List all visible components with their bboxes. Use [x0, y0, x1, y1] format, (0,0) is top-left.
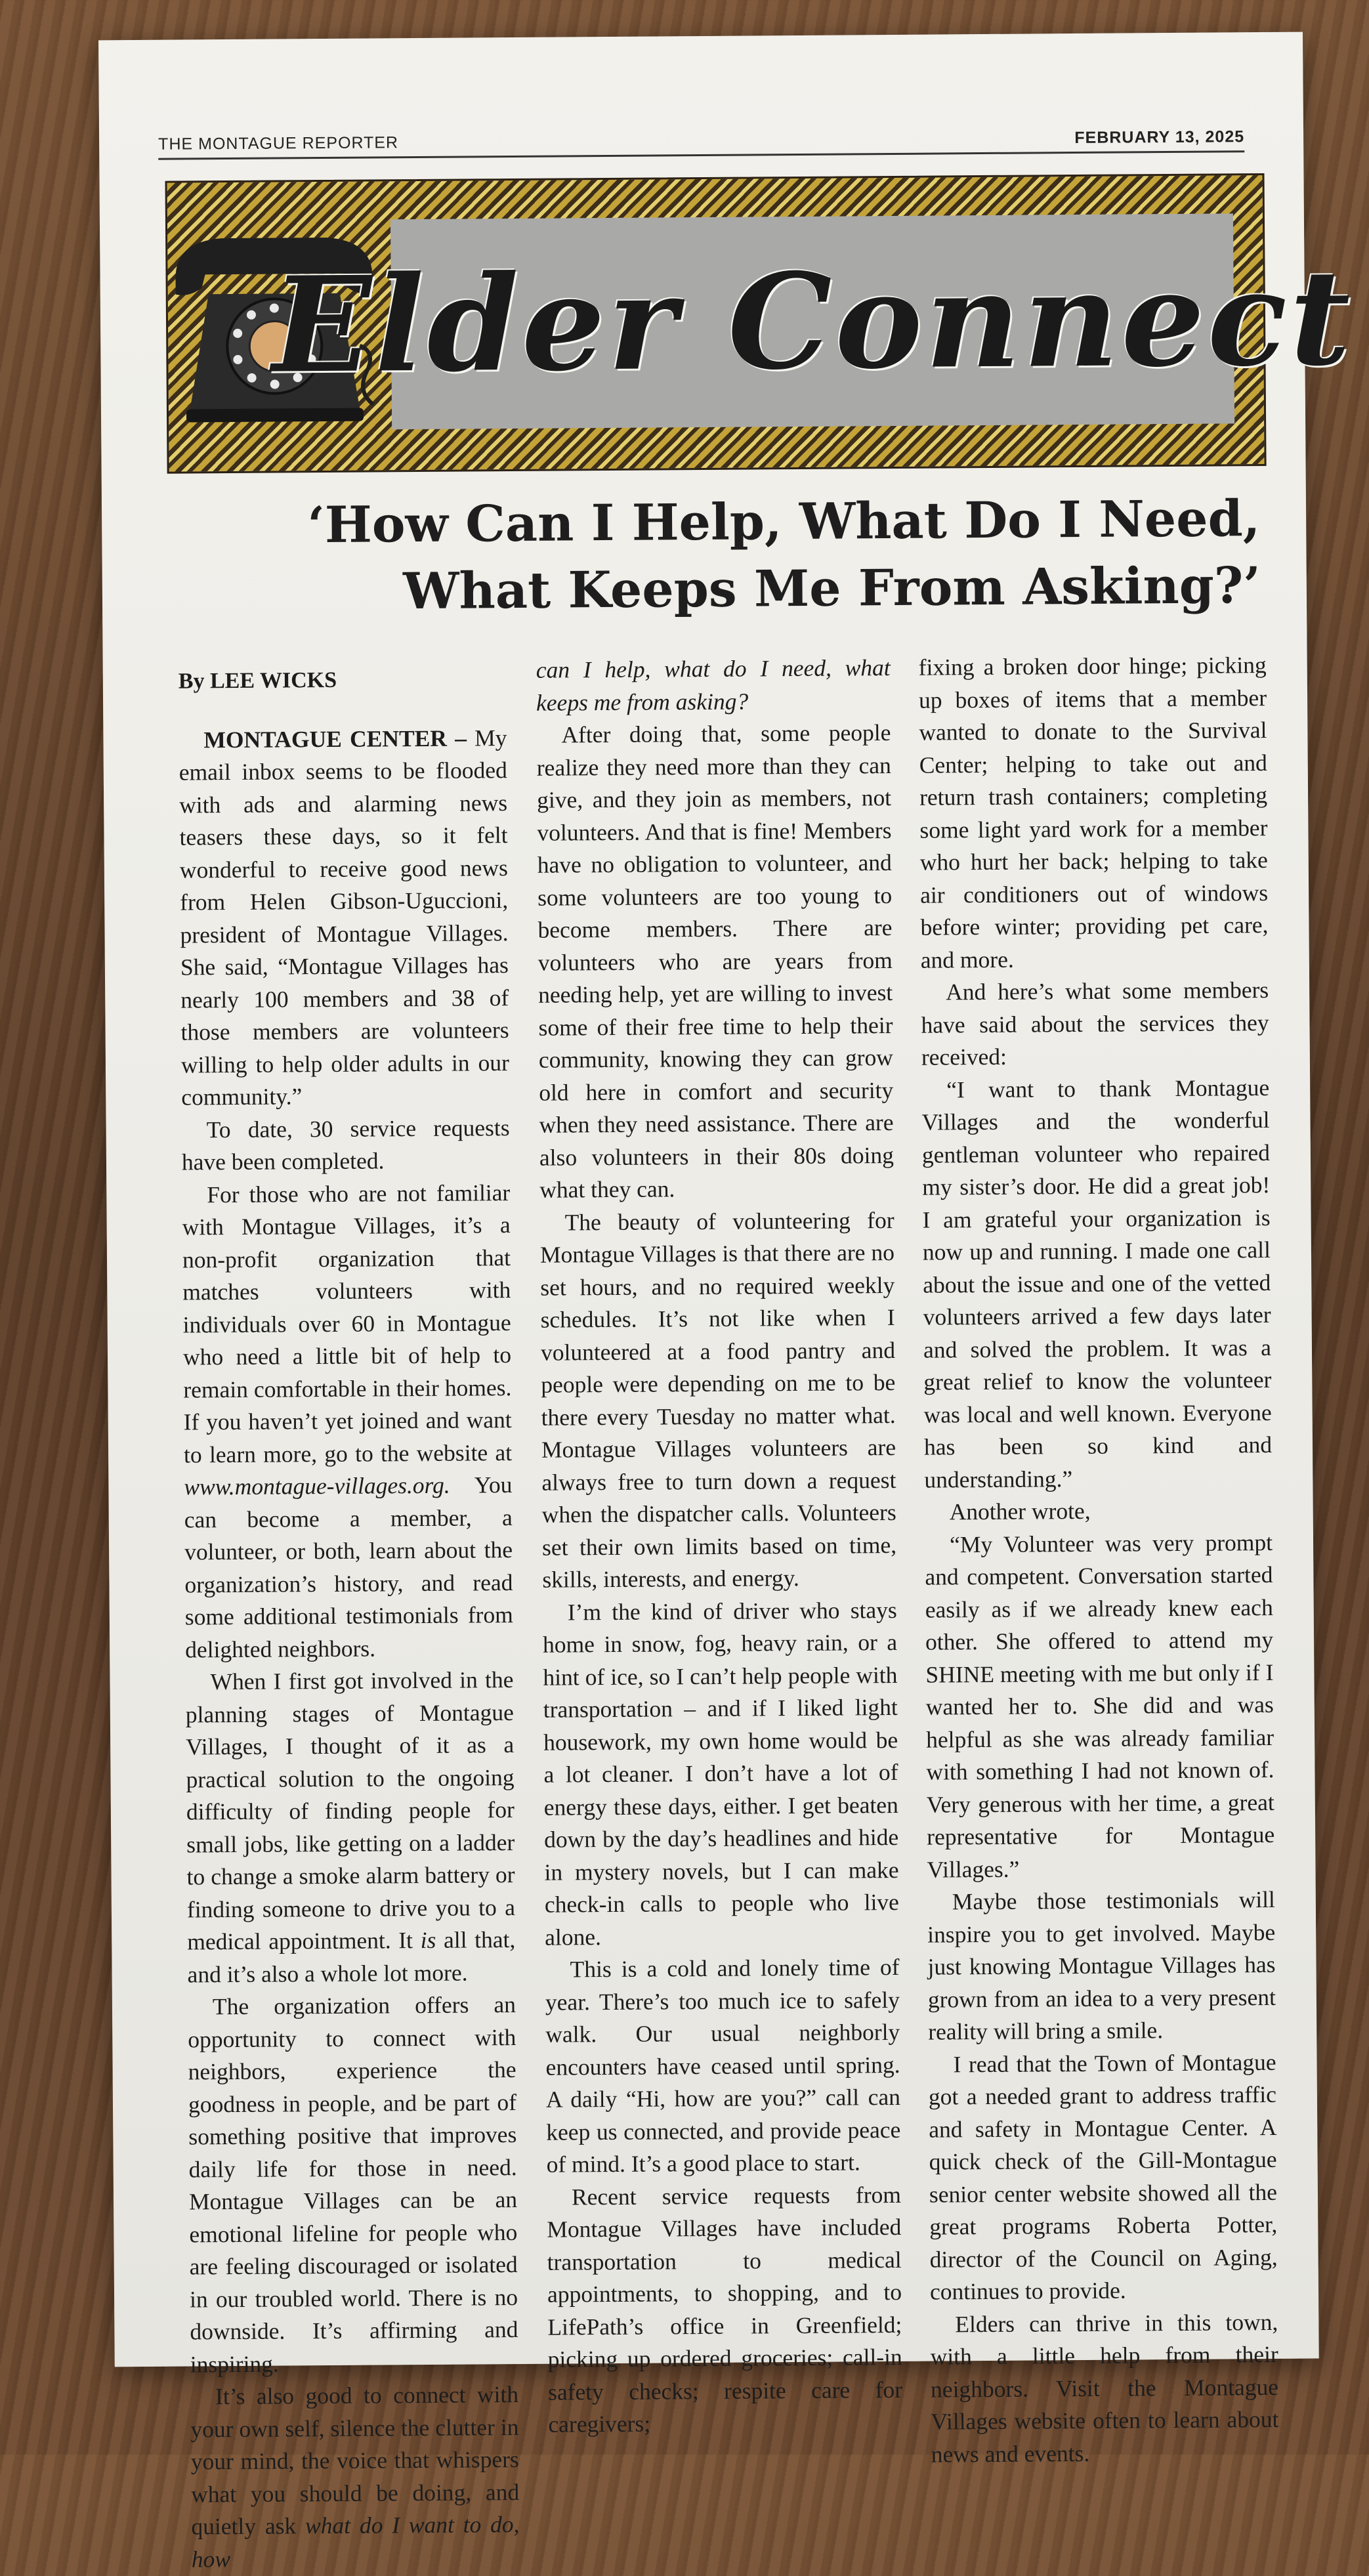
testimonial: “My Volunteer was very prompt and competent. Conversation started easily as if we already knew each other. She offered to attend my SHINE meeting with me but only if I wanted her to. She did and was helpful as she was already familiar with something I had not known of. Very generous with her time, a great representative for Montague Villages.” [925, 1529, 1275, 1883]
masthead [158, 124, 1244, 160]
headline-line-2: What Keeps Me From Asking?’ [402, 556, 1261, 621]
paragraph: For those who are not familiar with Montague Villages, it’s a non-profit organization that matches volunteers with individuals over 60 in Montague who need a little bit of help to remain comfortable in their homes. If you haven’t yet joined and want to learn more, go to the website at www.montague-villages.org. You can become a member, a volunteer, or both, learn about the organization’s history, and read some additional testimonials from delighted neighbors. [182, 1179, 513, 1663]
paragraph: Elders can thrive in this town, with a little help from their neighbors. Visit the Montague Villages website often to learn about news and events. [930, 2308, 1279, 2468]
paragraph: And here’s what some members have said about the services they received: [921, 976, 1269, 1070]
paragraph: After doing that, some people realize they need more than they can give, and they join as members, not volunteers. And that is fine! Members have no obligation to volunteer, and some volunteers are too young to become members. There are volunteers who are years from needing help, yet are willing to invest some of their free time to help their community, knowing they can grow old here in comfort and security when they need assistance. There are also volunteers in their 80s doing what they can. [536, 719, 895, 1203]
issue-date: FEBRUARY 13, 2025 [1074, 127, 1245, 148]
newspaper-page [98, 32, 1354, 2573]
section-banner [165, 173, 1354, 474]
paragraph: can I help, what do I need, what keeps me from asking? [536, 654, 891, 716]
banner-title: Elder Connect [271, 240, 1354, 403]
publication-name: THE MONTAGUE REPORTER [158, 133, 399, 154]
testimonial: “I want to thank Montague Villages and the wonderful gentleman volunteer who repaired my sister’s door. He did a great job! I am grateful your organization is now up and running. I made one call about the issue and one of the vetted volunteers arrived a few days later and solved the problem. It was a great relief to know the volunteer was local and well known. Everyone has been so kind and understanding.” [921, 1074, 1273, 1493]
paragraph: Maybe those testimonials will inspire you to get involved. Maybe just knowing Montague Villages has grown from an idea to a very present reality will bring a smile. [927, 1886, 1276, 2045]
website-link: www.montague-villages.org. [184, 1471, 450, 1500]
article-headline [161, 485, 1261, 627]
paragraph: fixing a broken door hinge; picking up boxes of items that a member wanted to donate to the Survival Center; helping to take out and return trash containers; completing some light yard work for a member who hurt her back; helping to take air conditioners out of windows before winter; providing pet care, and more. [918, 652, 1269, 973]
paragraph: The beauty of volunteering for Montague Villages is that there are no set hours, and no required weekly schedules. It’s not like when I volunteered at a food pantry and people were depending on me to be there every Tuesday no matter what. Montague Villages volunteers are always free to turn down a request when the dispatcher calls. Volunteers set their own limits based on time, skills, interests, and energy. [539, 1206, 897, 1593]
banner-title-panel [271, 213, 1354, 429]
paragraph: This is a cold and lonely time of year. There’s too much ice to safely walk. Our usual neighborly encounters have ceased until spring. A daily “Hi, how are you?” call can keep us connected, and provide peace of mind. It’s a good place to start. [545, 1953, 901, 2178]
paragraph: To date, 30 service requests have been completed. [181, 1114, 510, 1175]
paragraph: I read that the Town of Montague got a needed grant to address traffic and safety in Montague Center. A quick check of the Gill-Montague senior center website showed all the great programs Roberta Potter, director of the Council on Aging, continues to provide. [928, 2048, 1278, 2305]
paragraph: The organization offers an opportunity to connect with neighbors, experience the goodness in people, and be part of something positive that improves daily life for those in need. Montague Villages can be an emotional lifeline for people who are feeling discouraged or isolated in our troubled world. There is no downside. It’s affirming and inspiring. [188, 1991, 518, 2378]
headline-line-1: ‘How Can I Help, What Do I Need, [307, 489, 1261, 555]
paragraph: When I first got involved in the planning stages of Montague Villages, I thought of it as a practical solution to the ongoing difficulty of finding people for small jobs, like getting on a ladder to change a smoke alarm battery or finding someone to drive you to a medical appointment. It is all that, and it’s also a whole lot more. [185, 1666, 516, 1988]
paragraph: Another wrote, [949, 1497, 1091, 1525]
byline: By LEE WICKS [178, 667, 337, 694]
paragraph: MONTAGUE CENTER – My email inbox seems to be flooded with ads and alarming news teasers these days, so it felt wonderful to receive good news from Helen Gibson-Uguccioni, president of Montague Villages. She said, “Montague Villages has nearly 100 members and 38 of those members are volunteers willing to help older adults in our community.” [179, 724, 510, 1110]
article-column-1 [179, 658, 520, 2575]
paragraph: It’s also good to connect with your own self, silence the clutter in your mind, the voice that whispers what you should be doing, and quietly ask what do I want to do, how [190, 2381, 520, 2573]
dateline: MONTAGUE CENTER – [203, 725, 467, 753]
paragraph: Recent service requests from Montague Villages have included transportation to medical appointments, to shopping, and to LifePath’s office in Greenfield; picking up ordered groceries; call-in safety checks; respite care for caregivers; [547, 2181, 903, 2438]
paragraph: I’m the kind of driver who stays home in snow, fog, heavy rain, or a hint of ice, so I can’t help people with transportation – and if I liked light housework, my own home would be a lot cleaner. I don’t have a lot of energy these days, either. I get beaten down by the day’s headlines and hide in mystery novels, but I can make check-in calls to people who live alone. [542, 1596, 899, 1951]
article-column-2 [536, 652, 903, 2441]
article-column-3 [919, 649, 1279, 2471]
